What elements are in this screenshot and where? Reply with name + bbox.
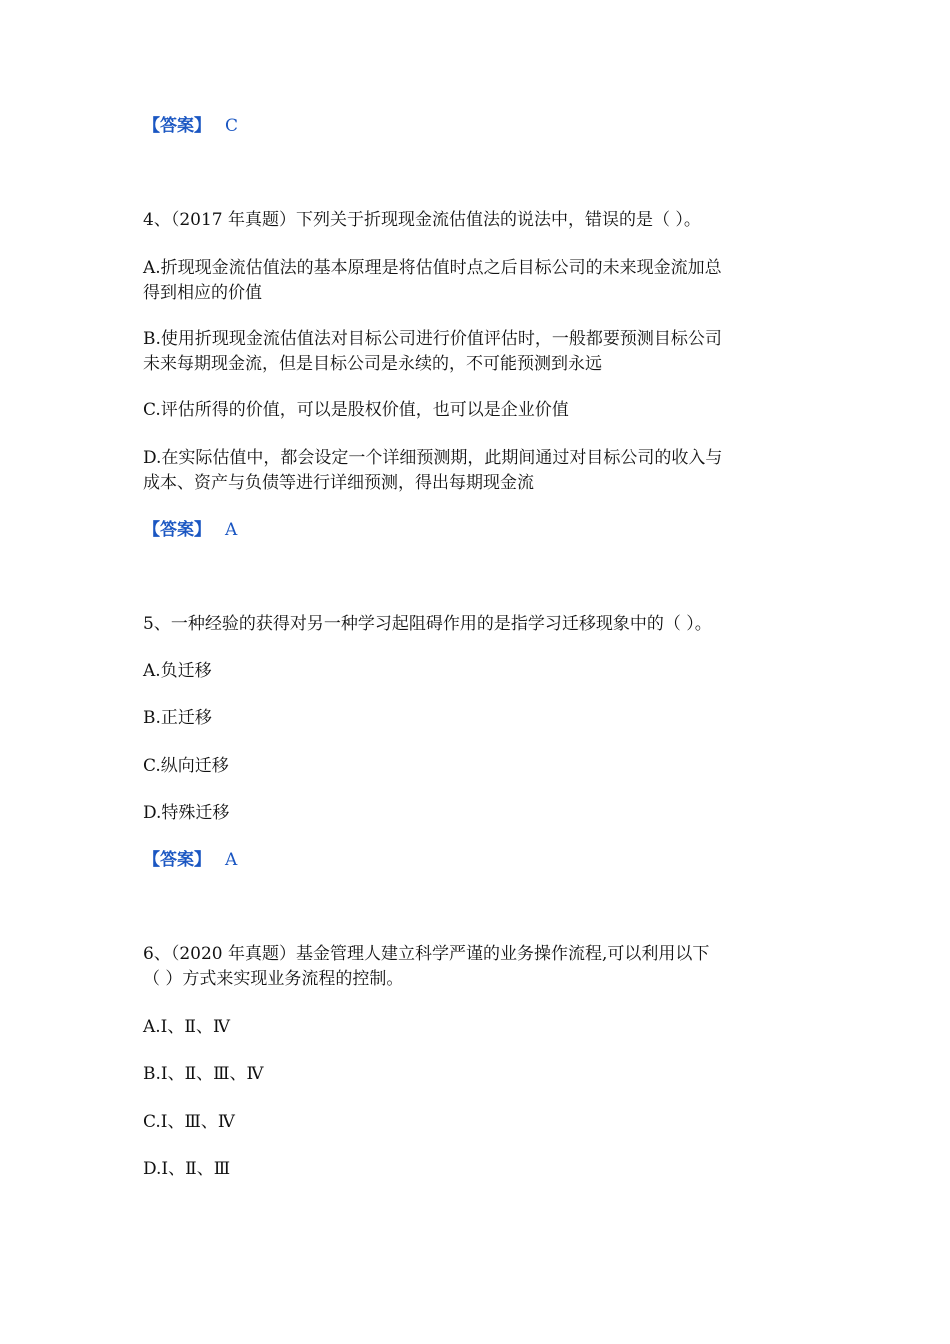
- answer-label: 【答案】: [143, 520, 211, 540]
- option-a: A.Ⅰ、Ⅱ、Ⅳ: [143, 1017, 230, 1037]
- option-a: A.负迁移: [143, 661, 212, 681]
- answer-row: [143, 114, 238, 138]
- option-d: D.特殊迁移: [143, 803, 230, 823]
- option-a-line1: A.折现现金流估值法的基本原理是将估值时点之后目标公司的未来现金流加总: [143, 258, 722, 278]
- answer-value: A: [225, 520, 238, 540]
- option-a-line2: 得到相应的价值: [143, 283, 262, 303]
- option-d-line2: 成本、资产与负债等进行详细预测，得出每期现金流: [143, 473, 534, 493]
- option-d: D.Ⅰ、Ⅱ、Ⅲ: [143, 1159, 231, 1179]
- option-c: C.评估所得的价值，可以是股权价值，也可以是企业价值: [143, 400, 569, 420]
- option-b: B.正迁移: [143, 708, 212, 728]
- question-stem-line2: （ ）方式来实现业务流程的控制。: [143, 969, 404, 989]
- option-c: C.纵向迁移: [143, 756, 229, 776]
- option-b-line1: B.使用折现现金流估值法对目标公司进行价值评估时，一般都要预测目标公司: [143, 329, 722, 349]
- answer-row: [143, 848, 237, 872]
- answer-label: 【答案】: [143, 850, 211, 870]
- answer-row: [143, 518, 237, 542]
- option-d-line1: D.在实际估值中，都会设定一个详细预测期，此期间通过对目标公司的收入与: [143, 448, 723, 468]
- option-c: C.Ⅰ、Ⅲ、Ⅳ: [143, 1112, 235, 1132]
- question-stem-line1: 6、（2020 年真题）基金管理人建立科学严谨的业务操作流程,可以利用以下: [143, 944, 710, 964]
- option-b-line2: 未来每期现金流，但是目标公司是永续的，不可能预测到永远: [143, 354, 602, 374]
- question-stem: 4、（2017 年真题）下列关于折现现金流估值法的说法中，错误的是（ ）。: [143, 210, 701, 230]
- answer-value: A: [225, 850, 238, 870]
- answer-label: 【答案】: [143, 116, 211, 136]
- answer-value: C: [225, 116, 239, 136]
- option-b: B.Ⅰ、Ⅱ、Ⅲ、Ⅳ: [143, 1064, 264, 1084]
- question-stem: 5、一种经验的获得对另一种学习起阻碍作用的是指学习迁移现象中的（ ）。: [143, 614, 712, 634]
